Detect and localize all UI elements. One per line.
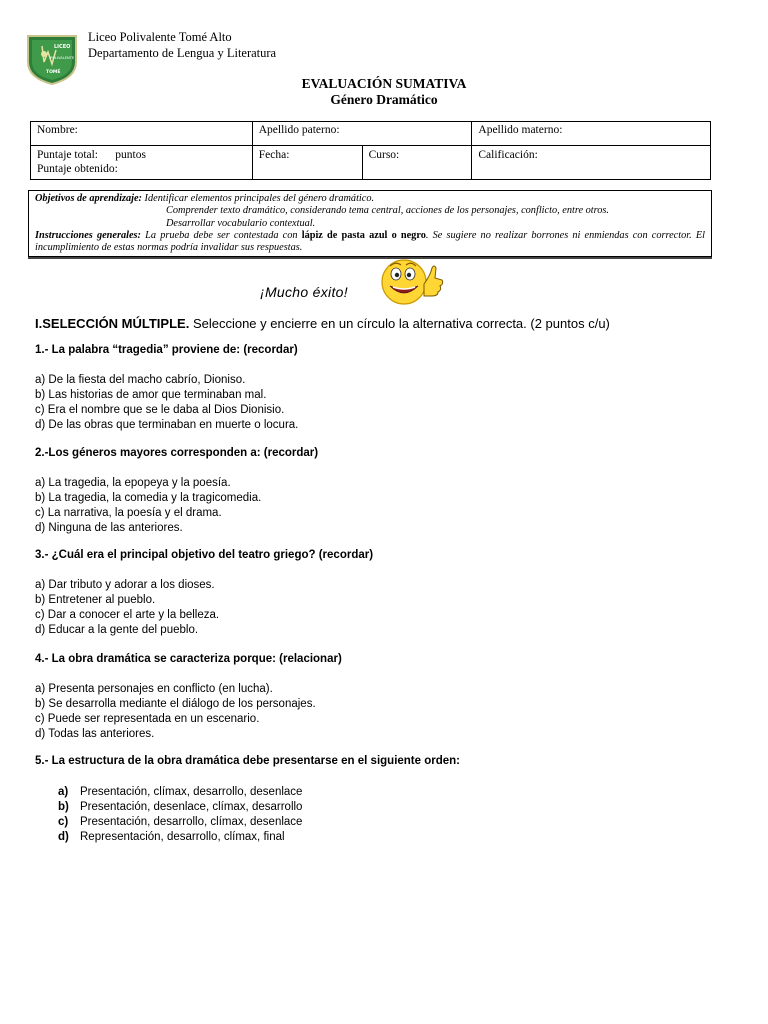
option-a[interactable]: a) De la fiesta del macho cabrío, Dioniso. bbox=[35, 374, 246, 386]
section-label: I.SELECCIÓN MÚLTIPLE. bbox=[35, 316, 190, 331]
option-letter: c) bbox=[58, 816, 69, 828]
option-b[interactable]: b) Las historias de amor que terminaban mal. bbox=[35, 389, 267, 401]
option-b[interactable]: b) Se desarrolla mediante el diálogo de los personajes. bbox=[35, 698, 316, 710]
option-c[interactable] bbox=[58, 815, 302, 830]
objective-1: Identificar elementos principales del género dramático. bbox=[144, 193, 375, 204]
exam-subtitle: Género Dramático bbox=[330, 92, 438, 107]
svg-text:POLIVALENTE: POLIVALENTE bbox=[50, 56, 75, 60]
instructions-text-b: . Se sugiere no realizar borrones ni enmiendas con corrector. El incumplimiento de estas normas podría invalidar sus respuestas. bbox=[35, 229, 706, 254]
option-a[interactable]: a) Dar tributo y adorar a los dioses. bbox=[35, 579, 215, 591]
date-field[interactable]: Fecha: bbox=[252, 146, 362, 180]
grade-field[interactable]: Calificación: bbox=[472, 146, 711, 180]
question-4 bbox=[35, 652, 342, 742]
option-d[interactable]: d) Todas las anteriores. bbox=[35, 728, 155, 740]
option-c[interactable]: c) Dar a conocer el arte y la belleza. bbox=[35, 609, 220, 621]
option-a[interactable]: a) Presenta personajes en conflicto (en lucha). bbox=[35, 683, 273, 695]
option-text: Representación, desarrollo, clímax, final bbox=[80, 831, 285, 843]
father-surname-field[interactable]: Apellido paterno: bbox=[252, 122, 472, 146]
option-d[interactable]: d) De las obras que terminaban en muerte o locura. bbox=[35, 419, 299, 431]
option-b[interactable]: b) La tragedia, la comedia y la tragicomedia. bbox=[35, 492, 262, 504]
option-d[interactable]: d) Ninguna de las anteriores. bbox=[35, 522, 183, 534]
school-name: Liceo Polivalente Tomé Alto bbox=[88, 30, 232, 44]
option-a[interactable]: a) La tragedia, la epopeya y la poesía. bbox=[35, 477, 231, 489]
course-field[interactable]: Curso: bbox=[362, 146, 472, 180]
question-text: 3.- ¿Cuál era el principal objetivo del teatro griego? (recordar) bbox=[35, 549, 374, 561]
question-2 bbox=[35, 446, 318, 536]
option-b[interactable]: b) Entretener al pueblo. bbox=[35, 594, 156, 606]
instructions-label: Instrucciones generales: bbox=[35, 229, 141, 241]
total-score-label: Puntaje total: puntos bbox=[37, 149, 146, 161]
option-letter: a) bbox=[58, 786, 69, 798]
option-text: Presentación, desarrollo, clímax, desenlace bbox=[80, 816, 303, 828]
question-text: 5.- La estructura de la obra dramática debe presentarse en el siguiente orden: bbox=[35, 755, 461, 767]
question-text: 1.- La palabra “tragedia” proviene de: (recordar) bbox=[35, 344, 298, 356]
option-a[interactable] bbox=[58, 785, 302, 800]
instructions-text-a: La prueba debe ser contestada con bbox=[145, 229, 298, 241]
option-text: Presentación, clímax, desarrollo, desenlace bbox=[80, 786, 303, 798]
option-text: Presentación, desenlace, clímax, desarrollo bbox=[80, 801, 303, 813]
option-b[interactable] bbox=[58, 800, 302, 815]
question-5-options bbox=[58, 785, 302, 845]
exam-title: EVALUACIÓN SUMATIVA bbox=[301, 76, 467, 91]
question-3 bbox=[35, 548, 373, 638]
good-luck-message: ¡Mucho éxito! bbox=[260, 284, 348, 300]
general-instructions bbox=[35, 230, 705, 255]
obtained-score-label: Puntaje obtenido: bbox=[37, 163, 118, 175]
question-text: 4.- La obra dramática se caracteriza porque: (relacionar) bbox=[35, 653, 342, 665]
option-c[interactable]: c) Era el nombre que se le daba al Dios Dionisio. bbox=[35, 404, 285, 416]
name-field[interactable]: Nombre: bbox=[31, 122, 253, 146]
thumbs-up-smiley-icon bbox=[374, 254, 446, 306]
section-heading bbox=[35, 316, 610, 331]
question-1 bbox=[35, 343, 298, 433]
objectives-label: Objetivos de aprendizaje: bbox=[35, 193, 142, 204]
option-letter: d) bbox=[58, 831, 69, 843]
section-instructions: Seleccione y encierre en un círculo la alternativa correcta. (2 puntos c/u) bbox=[189, 316, 610, 331]
question-text: 2.-Los géneros mayores corresponden a: (recordar) bbox=[35, 447, 319, 459]
score-cell[interactable] bbox=[31, 146, 253, 180]
instructions-emphasis: lápiz de pasta azul o negro bbox=[301, 229, 426, 241]
option-letter: b) bbox=[58, 801, 69, 813]
option-c[interactable]: c) Puede ser representada en un escenario. bbox=[35, 713, 260, 725]
objectives-box bbox=[28, 190, 712, 257]
svg-text:TOMÉ: TOMÉ bbox=[46, 70, 61, 75]
student-data-table bbox=[30, 121, 711, 180]
option-c[interactable]: c) La narrativa, la poesía y el drama. bbox=[35, 507, 222, 519]
option-d[interactable]: d) Educar a la gente del pueblo. bbox=[35, 624, 199, 636]
objective-2: Comprender texto dramático, considerando tema central, acciones de los personajes, conflicto, entre otros. bbox=[166, 205, 609, 217]
question-5 bbox=[35, 754, 460, 769]
option-d[interactable] bbox=[58, 830, 302, 845]
objective-3: Desarrollar vocabulario contextual. bbox=[166, 217, 316, 229]
mother-surname-field[interactable]: Apellido materno: bbox=[472, 122, 711, 146]
department-name: Departamento de Lengua y Literatura bbox=[88, 46, 277, 60]
school-header bbox=[88, 29, 276, 61]
svg-text:LICEO: LICEO bbox=[54, 44, 71, 50]
